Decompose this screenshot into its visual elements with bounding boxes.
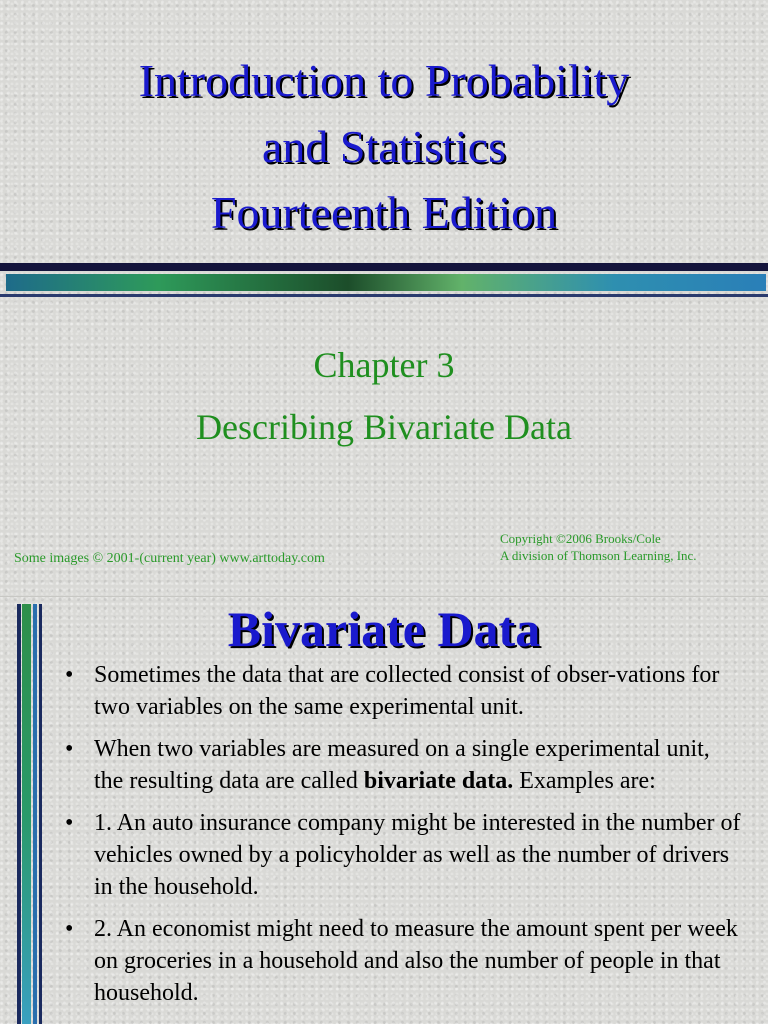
course-title [0,48,768,246]
bivariate-data-slide [0,597,768,1024]
decorative-side-bar [17,604,21,1024]
decorative-bar-dark [0,263,768,271]
decorative-bar-thin [0,294,768,297]
course-title-line-1: Introduction to Probability [138,55,630,106]
images-credit: Some images © 2001-(current year) www.arttoday.com [14,551,325,566]
bullet-text: Examples are: [513,768,656,794]
copyright-notice [500,530,697,564]
bullet-bold-term: bivariate data. [363,768,514,794]
bullet-text: 2. An economist might need to measure the amount spent per week on groceries in a household and also the number of people in that household. [94,916,738,1006]
decorative-bar-gradient [6,274,766,291]
bullet-item [65,807,745,903]
bullet-text: When two variables are measured on a single experimental unit, the resulting data are called [94,736,710,794]
bullet-text: 1. An auto insurance company might be interested in the number of vehicles owned by a policyholder as well as the number of drivers in the household. [94,810,741,900]
slide-title [0,597,768,661]
bullet-text: Sometimes the data that are collected consist of obser-vations for two variables on the same experimental unit. [94,662,720,720]
course-title-line-3: Fourteenth Edition [210,187,558,238]
bullet-item [65,659,745,723]
copyright-line-2: A division of Thomson Learning, Inc. [500,548,697,563]
bullet-item [65,733,745,797]
copyright-line-1: Copyright ©2006 Brooks/Cole [500,531,661,546]
slide-title-text: Bivariate Data [227,601,541,657]
chapter-subtitle: Describing Bivariate Data [196,407,572,447]
bullet-list [65,659,745,1019]
decorative-side-bar [39,604,42,1024]
course-title-line-2: and Statistics [261,121,507,172]
decorative-side-bar [22,604,31,1024]
bullet-item [65,913,745,1009]
chapter-number: Chapter 3 [313,345,455,385]
decorative-side-bar [33,604,37,1024]
